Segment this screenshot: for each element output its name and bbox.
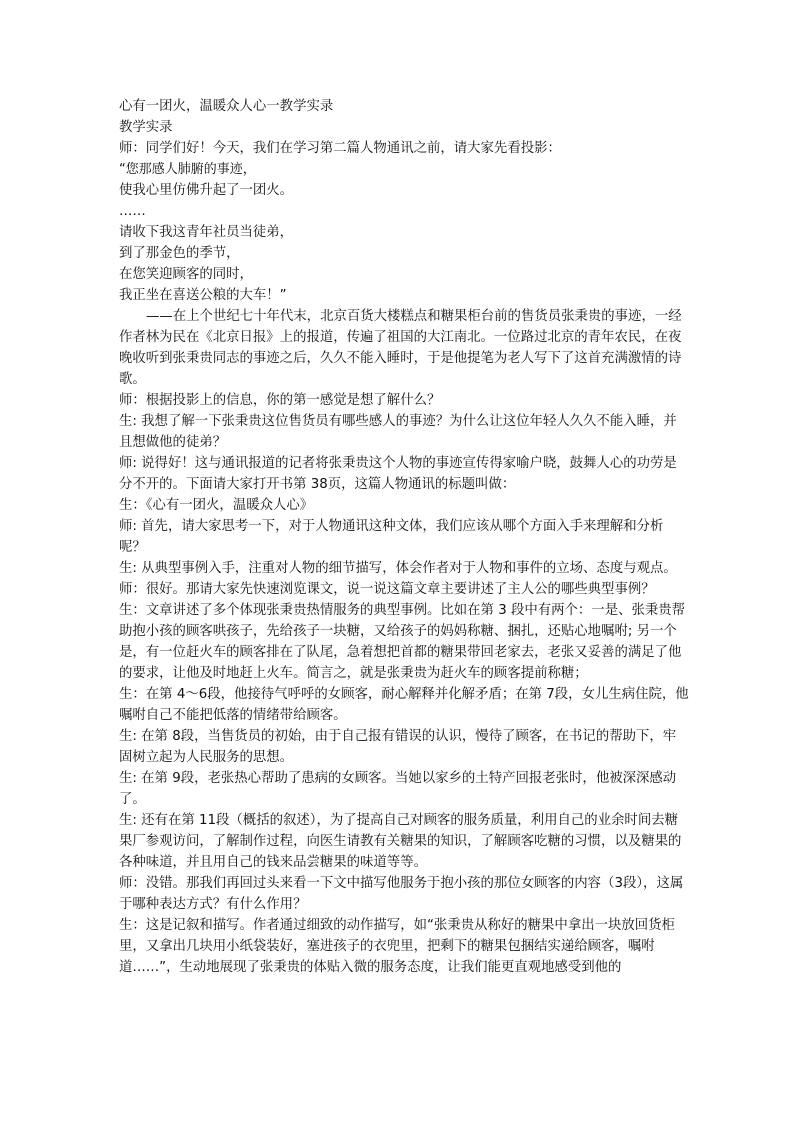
- poem-line: 使我心里仿佛升起了一团火。: [119, 183, 294, 198]
- document-subtitle: 教学实录: [119, 120, 173, 135]
- paragraph-dialogue: 师: 首先，请大家思考一下，对于人物通讯这种文体，我们应该从哪个方面入手来理解和分析呢？: [119, 519, 664, 555]
- poem-ellipsis: ……: [119, 204, 146, 219]
- paragraph-background: ——在上个世纪七十年代末，北京百货大楼糕点和糖果柜台前的售货员张秉贵的事迹，一经作者林为民在《北京日报》上的报道，传遍了祖国的大江南北。一位路过北京的青年农民，在夜晚收听到张秉贵同志的事迹之后，久久不能入睡时，于是他提笔为老人写下了这首充满激情的诗歌。: [119, 309, 682, 387]
- paragraph-dialogue: 师: 说得好！这与通讯报道的记者将张秉贵这个人物的事迹宣传得家喻户晓，鼓舞人心的功劳是分不开的。下面请大家打开书第 38页，这篇人物通讯的标题叫做：: [119, 456, 677, 492]
- paragraph-dialogue: 生：这是记叙和描写。作者通过细致的动作描写，如“张秉贵从称好的糖果中拿出一块放回货柜里，又拿出几块用小纸袋装好，塞进孩子的衣兜里，把剩下的糖果包捆结实递给顾客，嘱咐道……”，生动地展现了张秉贵的体贴入微的服务态度，让我们能更直观地感受到他的: [119, 918, 675, 975]
- paragraph-dialogue: 师：很好。那请大家先快速浏览课文，说一说这篇文章主要讲述了主人公的哪些典型事例？: [119, 582, 655, 597]
- document-body: [119, 96, 689, 978]
- paragraph-dialogue: 生：在第 4～6段，他接待气呼呼的女顾客，耐心解释并化解矛盾；在第 7段，女儿生病住院，他嘱咐自己不能把低落的情绪带给顾客。: [119, 687, 689, 723]
- paragraph-dialogue: 生: 在第 8段，当售货员的初始，由于自己报有错误的认识，慢待了顾客，在书记的帮助下，牢固树立起为人民服务的思想。: [119, 729, 677, 765]
- poem-line: 请收下我这青年社员当徒弟，: [119, 225, 294, 240]
- paragraph-teacher-intro: 师：同学们好！今天，我们在学习第二篇人物通讯之前，请大家先看投影：: [119, 141, 561, 156]
- poem-line: “您那感人肺腑的事迹，: [119, 162, 256, 177]
- paragraph-dialogue: 生: 我想了解一下张秉贵这位售货员有哪些感人的事迹？为什么让这位年轻人久久不能入睡，并且想做他的徒弟？: [119, 414, 677, 450]
- paragraph-dialogue: 师：没错。那我们再回过头来看一下文中描写他服务于抱小孩的那位女顾客的内容（3段），这属于哪种表达方式？有什么作用？: [119, 876, 684, 912]
- paragraph-dialogue: 生: 在第 9段，老张热心帮助了患病的女顾客。当她以家乡的土特产回报老张时，他被深深感动了。: [119, 771, 677, 807]
- poem-line: 我正坐在喜送公粮的大车！”: [119, 288, 287, 303]
- document-title: 心有一团火，温暖众人心一教学实录: [119, 99, 334, 114]
- poem-line: 在您笑迎顾客的同时，: [119, 267, 253, 282]
- paragraph-dialogue: 生：《心有一团火，温暖众人心》: [119, 498, 314, 513]
- paragraph-dialogue: 生: 还有在第 11段（概括的叙述），为了提高自己对顾客的服务质量，利用自己的业余时间去糖果厂参观访问，了解制作过程，向医生请教有关糖果的知识，了解顾客吃糖的习惯，以及糖果的各种味道，并且用自己的钱来品尝糖果的味道等等。: [119, 813, 682, 870]
- paragraph-dialogue: 生: 从典型事例入手，注重对人物的细节描写，体会作者对于人物和事件的立场、态度与观点。: [119, 561, 677, 576]
- poem-line: 到了那金色的季节，: [119, 246, 240, 261]
- paragraph-dialogue: 生：文章讲述了多个体现张秉贵热情服务的典型事例。比如在第 3 段中有两个：一是、张秉贵帮助抱小孩的顾客哄孩子，先给孩子一块糖，又给孩子的妈妈称糖、捆扎，还贴心地嘱咐; 另一个是，有一位赶火车的顾客排在了队尾，急着想把首都的糖果带回老家去，老张又妥善的满足了他的要求，让他及时地赶上火车。简言之，就是张秉贵为赶火车的顾客提前称糖；: [119, 603, 686, 681]
- paragraph-dialogue: 师：根据投影上的信息，你的第一感觉是想了解什么？: [119, 393, 441, 408]
